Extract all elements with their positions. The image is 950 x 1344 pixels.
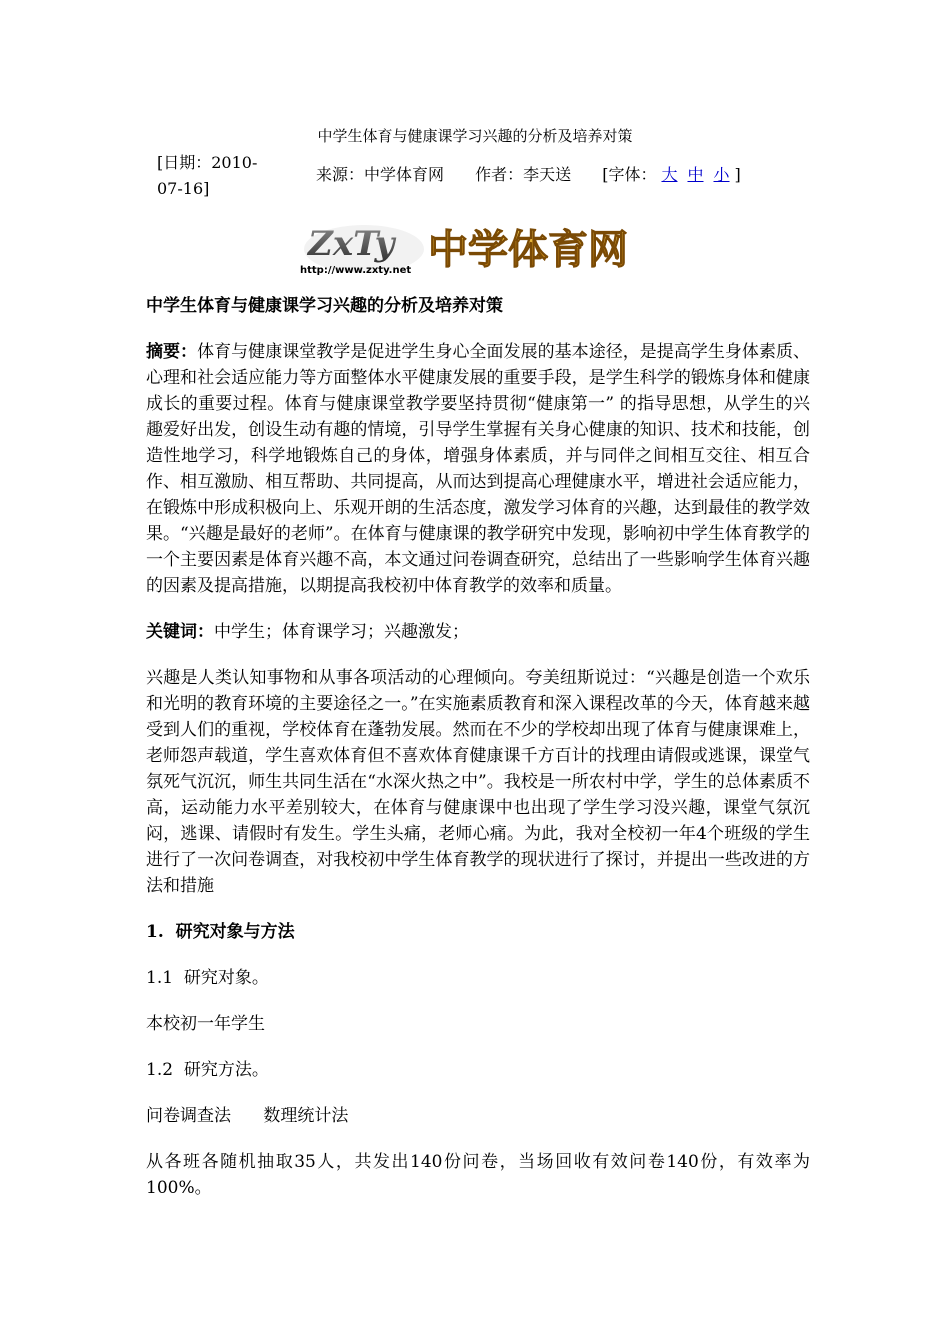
publish-date: [日期：2010-07-16]: [157, 153, 258, 198]
article-meta: [316, 162, 741, 185]
font-size-medium-link[interactable]: 中: [687, 165, 704, 184]
font-size-label: [字体：: [602, 165, 657, 184]
subsection-text-1-1: 本校初一年学生: [146, 1014, 265, 1034]
abstract-paragraph: [146, 339, 810, 599]
subsection-heading-1-2: 1.2 研究方法。: [146, 1060, 269, 1080]
keywords-paragraph: [146, 619, 810, 645]
source-label: 来源：中学体育网: [316, 165, 445, 184]
site-logo: [294, 213, 650, 279]
author-label: 作者：李天送: [475, 165, 572, 184]
keywords-text: 中学生；体育课学习；兴趣激发；: [214, 622, 469, 642]
font-size-end: ]: [734, 165, 741, 184]
page-title: 中学生体育与健康课学习兴趣的分析及培养对策: [317, 127, 633, 145]
sample-paragraph: 从各班各随机抽取35人，共发出140份问卷，当场回收有效问卷140份，有效率为100%。: [146, 1152, 810, 1198]
font-size-large-link[interactable]: 大: [661, 165, 678, 184]
subsection-text-1-2: 问卷调查法 数理统计法: [146, 1106, 349, 1126]
abstract-text: 体育与健康课堂教学是促进学生身心全面发展的基本途径，是提高学生身体素质、心理和社会适应能力等方面整体水平健康发展的重要手段，是学生科学的锻炼身体和健康成长的重要过程。体育与健康课堂教学要坚持贯彻“健康第一” 的指导思想，从学生的兴趣爱好出发，创设生动有趣的情境，引导学生掌握有关身心健康的知识、技术和技能，创造性地学习，科学地锻炼自己的身体，增强身体素质，并与同伴之间相互交往、相互合作、相互激励、相互帮助、共同提高，从而达到提高心理健康水平，增进社会适应能力，在锻炼中形成积极向上、乐观开朗的生活态度，激发学习体育的兴趣，达到最佳的教学效果。“兴趣是最好的老师”。在体育与健康课的教学研究中发现，影响初中学生体育教学的一个主要因素是体育兴趣不高，本文通过问卷调查研究，总结出了一些影响学生体育兴趣的因素及提高措施，以期提高我校初中体育教学的效率和质量。: [146, 342, 811, 596]
keywords-label: 关键词：: [146, 622, 214, 642]
font-size-small-link[interactable]: 小: [713, 165, 730, 184]
logo-site-name: 中学体育网: [428, 227, 628, 273]
article-heading: 中学生体育与健康课学习兴趣的分析及培养对策: [146, 296, 503, 316]
intro-paragraph: 兴趣是人类认知事物和从事各项活动的心理倾向。夸美纽斯说过：“兴趣是创造一个欢乐和光明的教育环境的主要途径之一。”在实施素质教育和深入课程改革的今天，体育越来越受到人们的重视，学校体育在蓬勃发展。然而在不少的学校却出现了体育与健康课难上，老师怨声载道，学生喜欢体育但不喜欢体育健康课千方百计的找理由请假或逃课，课堂气氛死气沉沉，师生共同生活在“水深火热之中”。我校是一所农村中学，学生的总体素质不高，运动能力水平差别较大，在体育与健康课中也出现了学生学习没兴趣，课堂气氛沉闷，逃课、请假时有发生。学生头痛，老师心痛。为此，我对全校初一年4个班级的学生进行了一次问卷调查，对我校初中学生体育教学的现状进行了探讨，并提出一些改进的方法和措施: [146, 668, 810, 896]
logo-wordmark: ZxTy: [308, 224, 395, 264]
logo-url: http://www.zxty.net: [300, 265, 412, 276]
subsection-heading-1-1: 1.1 研究对象。: [146, 968, 269, 988]
abstract-label: 摘要：: [146, 342, 198, 362]
section-heading-1: 1. 研究对象与方法: [146, 922, 295, 942]
article-body: [146, 293, 810, 1221]
